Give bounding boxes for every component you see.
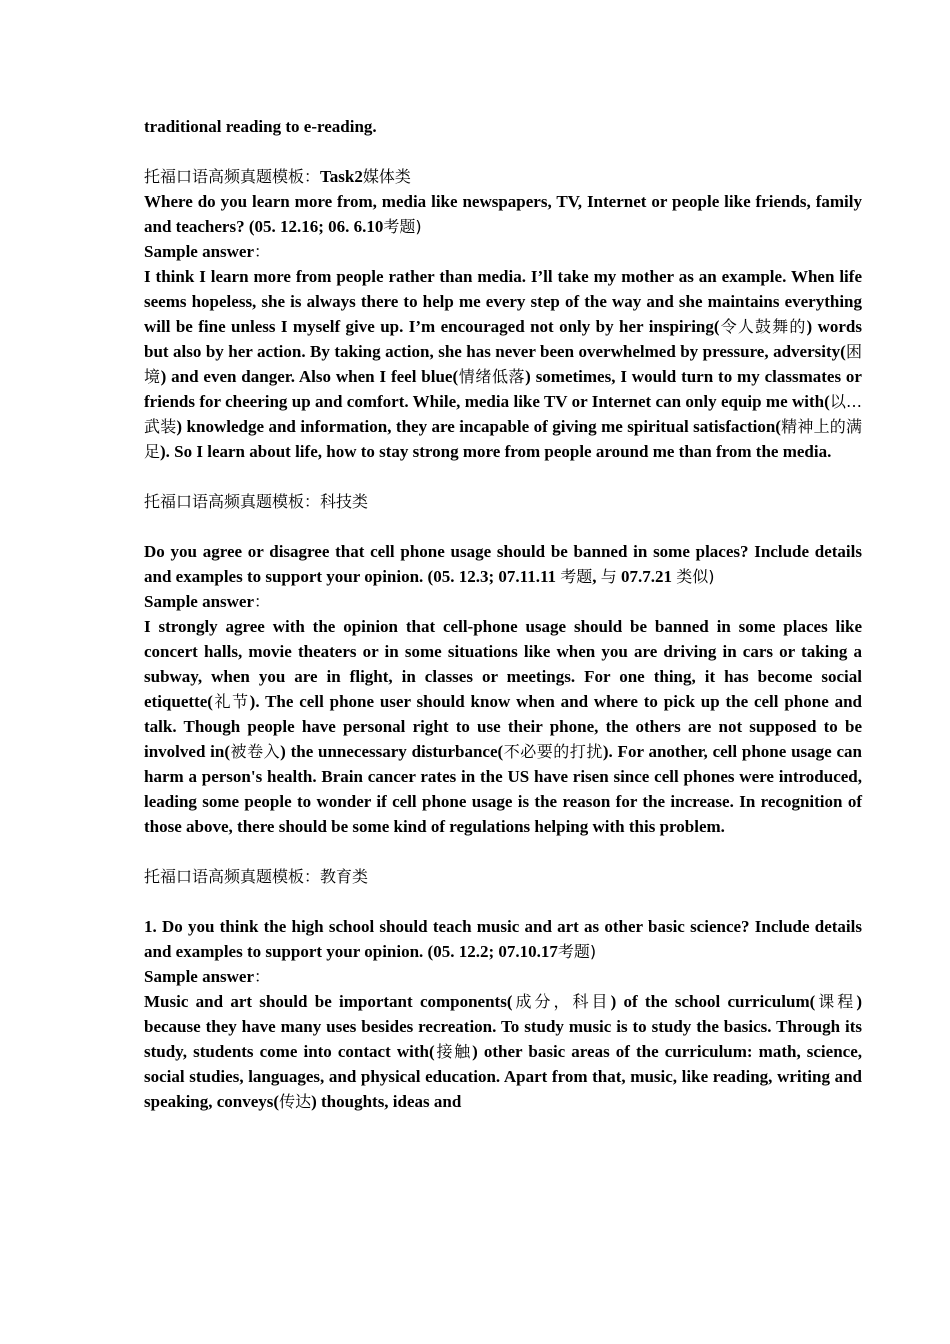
heading-task-tag: Task2 bbox=[320, 167, 363, 186]
gloss: 接触 bbox=[434, 1042, 473, 1061]
question-text: Where do you learn more from, media like newspapers, TV, Internet or people like friends, family and teachers? (05. 12.16; 06. 6.10 bbox=[144, 192, 862, 236]
gloss: 成分，科目 bbox=[512, 992, 611, 1011]
heading-category: 媒体类 bbox=[362, 167, 411, 186]
question-education: 1. Do you think the high school should teach music and art as other basic science? Include details and examples to support your opinion. (05. 12.2; 07.10.17考题) bbox=[144, 917, 862, 961]
answer-education: Music and art should be important components(成分，科目) of the school curriculum(课程) because they have many uses besides recreation. To study music is to study the basics. Through its study, students come into contact with(接触) other basic areas of the curriculum: math, science, social studies, languages, and physical education. Apart from that, music, like reading, writing and speaking, conveys(传达) thoughts, ideas and bbox=[144, 992, 862, 1111]
gloss: 传达 bbox=[279, 1092, 312, 1111]
gloss: 课程 bbox=[815, 992, 857, 1011]
sample-answer-label: Sample answer： bbox=[144, 967, 271, 986]
answer-technology: I strongly agree with the opinion that cell-phone usage should be banned in some places like concert halls, movie theaters or in some situations like when you are driving in cars or taking a subway, when you are in flight, in classes or meetings. For one thing, it has become social etiquette(礼节). The cell phone user should know when and where to pick up the cell phone and talk. Though people have personal right to use their phone, the others are not supposed to be involved in(被卷入) the unnecessary disturbance(不必要的打扰). For another, cell phone usage can harm a person's health. Brain cancer rates in the US have risen since cell phones were introduced, leading some people to wonder if cell phone usage is the reason for the increase. In recognition of those above, there should be some kind of regulations helping with this problem. bbox=[144, 617, 862, 836]
question-note: 考题) bbox=[383, 217, 422, 236]
gloss: 精神上的满足 bbox=[144, 417, 862, 461]
gloss: 以…武装 bbox=[144, 392, 862, 436]
gloss: 情绪低落 bbox=[458, 367, 526, 386]
answer-media: I think I learn more from people rather than media. I’ll take my mother as an example. When life seems hopeless, she is always there to help me every step of the way and she maintains everything will be fine unless I myself give up. I’m encouraged not only by her inspiring(令人鼓舞的) words but also by her action. By taking action, she has never been overwhelmed by pressure, adversity(困境) and even danger. Also when I feel blue(情绪低落) sometimes, I would turn to my classmates or friends for cheering up and comfort. While, media like TV or Internet can only equip me with(以…武装) knowledge and information, they are incapable of giving me spiritual satisfaction(精神上的满足). So I learn about life, how to stay strong more from people around me than from the media. bbox=[144, 267, 862, 461]
section-heading-technology: 托福口语高频真题模板：科技类 bbox=[144, 492, 369, 511]
section-heading-education: 托福口语高频真题模板：教育类 bbox=[144, 867, 369, 886]
document-body bbox=[144, 114, 862, 1114]
question-media bbox=[144, 189, 862, 239]
gloss: 困境 bbox=[144, 342, 862, 386]
gloss: 被卷入 bbox=[230, 742, 281, 761]
gloss: 礼节 bbox=[212, 692, 250, 711]
question-technology: Do you agree or disagree that cell phone usage should be banned in some places? Include details and examples to support your opinion. (05. 12.3; 07.11.11 考题, 与 07.7.21 类似) bbox=[144, 542, 862, 586]
gloss: 令人鼓舞的 bbox=[719, 317, 807, 336]
gloss: 不必要的打扰 bbox=[503, 742, 603, 761]
continuation-line: traditional reading to e-reading. bbox=[144, 117, 377, 136]
sample-answer-label: Sample answer： bbox=[144, 242, 271, 261]
heading-prefix: 托福口语高频真题模板： bbox=[144, 167, 321, 186]
sample-answer-label: Sample answer： bbox=[144, 592, 271, 611]
section-heading-media bbox=[144, 164, 862, 189]
